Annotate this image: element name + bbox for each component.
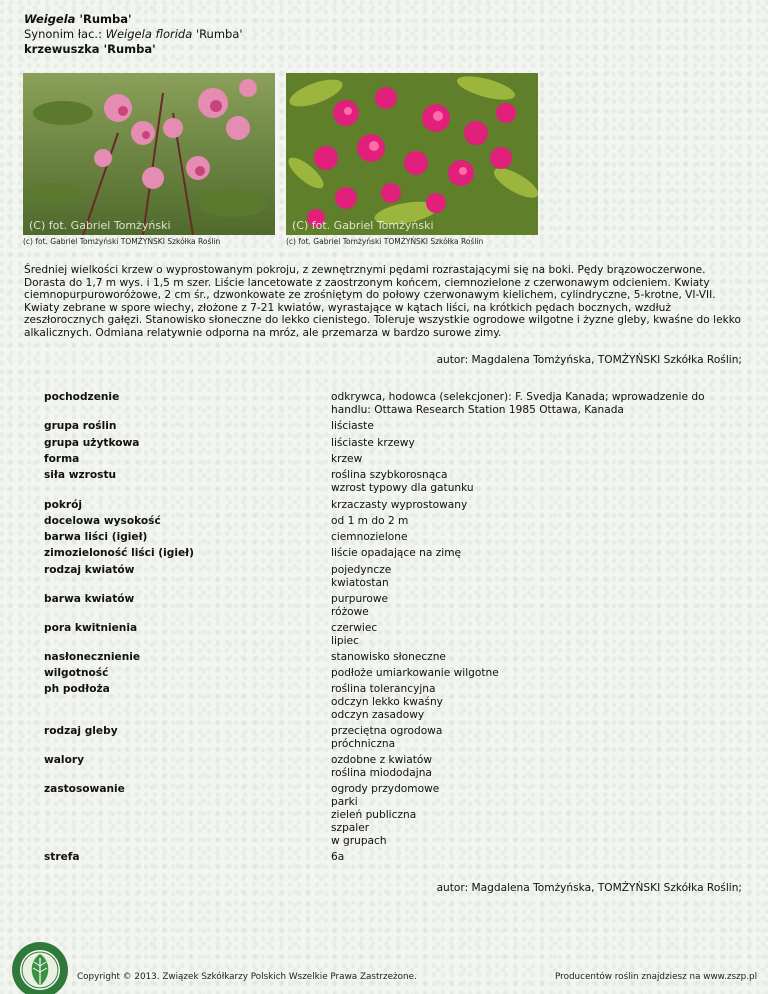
property-value: stanowisko słoneczne [331,651,446,663]
property-value: ogrody przydomowe parki zieleń publiczna szpaler w grupach [331,783,440,847]
plant-title [24,12,243,27]
property-value: liście opadające na zimę [331,547,462,559]
property-label: grupa użytkowa [44,437,140,449]
property-value: ciemnozielone [331,531,408,543]
zszp-logo-icon [10,940,70,994]
property-value: roślina szybkorosnąca wzrost typowy dla gatunku [331,469,474,494]
property-label: rodzaj kwiatów [44,564,135,576]
property-label: barwa liści (igieł) [44,531,148,543]
property-label: wilgotność [44,667,109,679]
synonym-prefix: Synonim łac.: [24,27,106,41]
property-value: krzaczasty wyprostowany [331,499,468,511]
author-line-bottom: autor: Magdalena Tomżyńska, TOMŻYŃSKI Szkółka Roślin; [436,882,742,894]
plant-photo-1 [23,73,275,235]
property-value: przeciętna ogrodowa próchniczna [331,725,443,750]
property-value: od 1 m do 2 m [331,515,409,527]
property-value: liściaste krzewy [331,437,415,449]
property-label: zimozieloność liści (igieł) [44,547,194,559]
property-value: czerwiec lipiec [331,622,378,647]
plant-description: Średniej wielkości krzew o wyprostowanym pokroju, z zewnętrznymi pędami rozrastającymi się na boki. Pędy brązowoczerwone. Dorasta do 1,7 m wys. i 1,5 m szer. Liście lancetowate z zaostrzonym końcem, ciemnozielone z czerwonawym odcieniem. Kwiaty ciemnopurpuroworóżowe, 2 cm śr., dzwonkowate ze zrośniętym do połowy czerwonawym kielichem, cylindryczne, 5-krotne, VI-VII. Kwiaty zebrane w spore wiechy, złożone z 7-21 kwiatów, wyrastające w kątach liści, na krótkich pędach bocznych, wzdłuż zeszłorocznych gałęzi. Stanowisko słoneczne do lekko cienistego. Toleruje wszystkie ogrodowe wilgotne i żyzne gleby, kwaśne do lekko alkalicznych. Odmiana relatywnie odporna na mróz, ale przemarza w bardzo surowe zimy. [24,264,741,339]
property-label: strefa [44,851,80,863]
property-value: roślina tolerancyjna odczyn lekko kwaśny odczyn zasadowy [331,683,443,721]
cultivar-name: 'Rumba' [75,12,132,26]
photo-2-watermark: (C) fot. Gabriel Tomżyński [292,219,434,232]
synonym-species: Weigela florida [105,27,193,41]
polish-name: krzewuszka 'Rumba' [24,42,156,56]
plant-photo-2 [286,73,538,235]
photo-1-watermark: (C) fot. Gabriel Tomżyński [29,219,171,232]
property-value: ozdobne z kwiatów roślina miododajna [331,754,433,779]
property-label: ph podłoża [44,683,110,695]
footer-producers-link[interactable]: Producentów roślin znajdziesz na www.zszp.pl [555,972,758,982]
author-line-top: autor: Magdalena Tomżyńska, TOMŻYŃSKI Szkółka Roślin; [436,354,742,366]
property-label: rodzaj gleby [44,725,118,737]
property-value: pojedyncze kwiatostan [331,564,392,589]
property-value: liściaste [331,420,374,432]
plant-header [24,12,243,57]
property-value: purpurowe różowe [331,593,389,618]
property-label: pokrój [44,499,83,511]
property-label: docelowa wysokość [44,515,161,527]
property-label: siła wzrostu [44,469,117,481]
property-label: pochodzenie [44,391,120,403]
property-value: krzew [331,453,363,465]
property-label: barwa kwiatów [44,593,135,605]
synonym-line [24,27,243,42]
property-value: odkrywca, hodowca (selekcjoner): F. Svedja Kanada; wprowadzenie do handlu: Ottawa Research Station 1985 Ottawa, Kanada [331,391,705,416]
property-label: nasłonecznienie [44,651,141,663]
synonym-cultivar: 'Rumba' [192,27,243,41]
property-label: zastosowanie [44,783,125,795]
property-label: forma [44,453,80,465]
property-label: pora kwitnienia [44,622,138,634]
footer-copyright: Copyright © 2013. Związek Szkółkarzy Polskich Wszelkie Prawa Zastrzeżone. [77,972,417,982]
photo-2-caption: (c) fot. Gabriel Tomżyński TOMŻYŃSKI Szkółka Roślin [286,237,484,246]
property-label: walory [44,754,84,766]
genus-name: Weigela [24,12,76,26]
photo-1-caption: (c) fot. Gabriel Tomżyński TOMŻYŃSKI Szkółka Roślin [23,237,221,246]
property-value: podłoże umiarkowanie wilgotne [331,667,499,679]
property-label: grupa roślin [44,420,117,432]
property-value: 6a [331,851,345,863]
